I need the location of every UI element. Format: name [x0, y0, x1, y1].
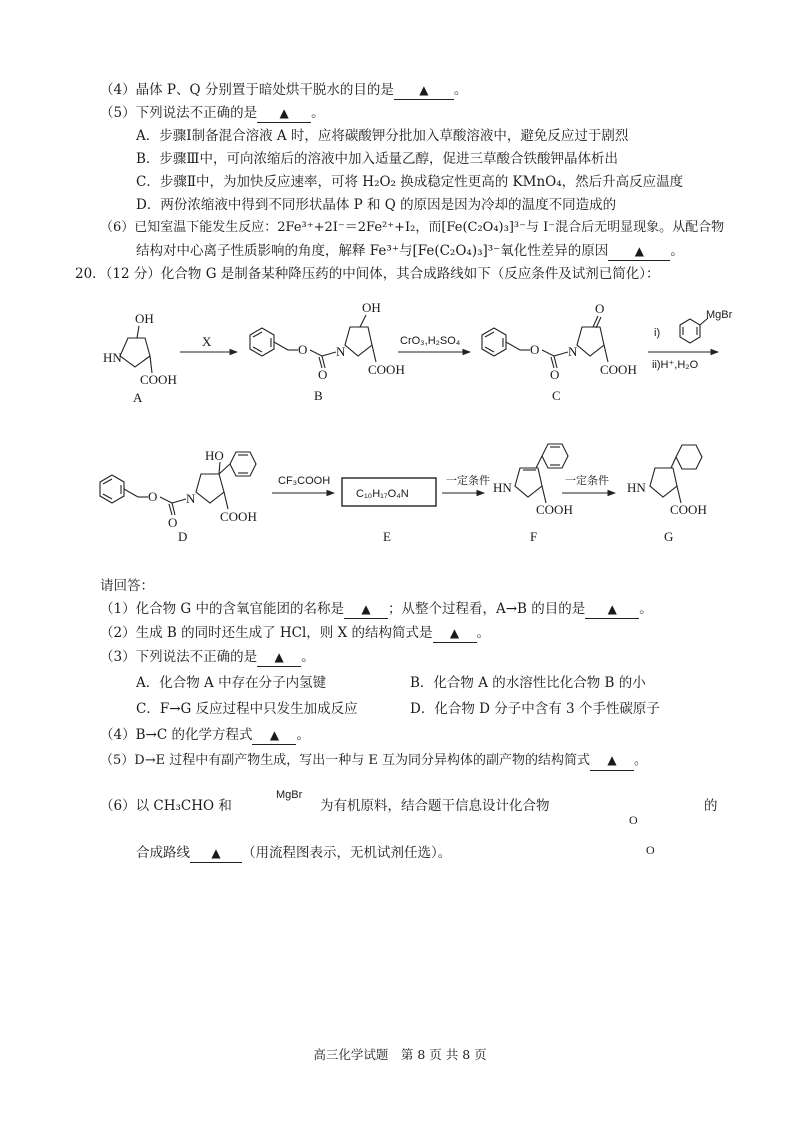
q19-option-a: A．步骤Ⅰ制备混合溶液 A 时，应将碳酸钾分批加入草酸溶液中，避免反应过于剧烈 [136, 128, 629, 144]
label-a: A [133, 390, 143, 405]
label-g: G [664, 529, 674, 544]
q20-item-4: （4）B→C 的化学方程式 ▲ 。 [100, 727, 310, 743]
q19-option-d: D．两份浓缩液中得到不同形状晶体 P 和 Q 的原因是因为冷却的温度不同造成的 [136, 197, 617, 213]
q19-option-b: B．步骤Ⅲ中，可向浓缩后的溶液中加入适量乙醇，促进三草酸合铁酸钾晶体析出 [136, 151, 618, 167]
label-e: E [383, 529, 391, 544]
condition-1: 一定条件 [446, 475, 490, 487]
reagent-step-ii: ii)H⁺,H₂O [652, 359, 699, 371]
q20-option-c: C．F→G 反应过程中只发生加成反应 [136, 701, 358, 717]
label-f: F [530, 529, 538, 544]
label-b: B [314, 388, 323, 403]
q20-option-b: B．化合物 A 的水溶性比化合物 B 的小 [410, 675, 646, 691]
answer-blank[interactable]: ▲ [190, 844, 242, 863]
atom-cooh-g: COOH [670, 502, 707, 517]
atom-n-d: N [186, 491, 196, 506]
answer-blank[interactable]: ▲ [585, 600, 639, 619]
q20-item-3: （3）下列说法不正确的是 ▲ 。 [100, 649, 315, 665]
compound-b-structure [250, 315, 376, 368]
synthesis-scheme [0, 0, 800, 560]
svg-text:O: O [646, 843, 655, 857]
q19-item-6-line2: 结构对中心离子性质影响的角度，解释 Fe³⁺与[Fe(C₂O₄)₃]³⁻氧化性差异的原因 ▲ 。 [136, 243, 684, 259]
q19-option-c: C．步骤Ⅱ中，为加快反应速率，可将 H₂O₂ 换成稳定性更高的 KMnO₄，然后升高反应温度 [136, 174, 684, 190]
answer-blank[interactable]: ▲ [590, 751, 634, 771]
q20-item-6-start: （6）以 CH₃CHO 和 [100, 798, 232, 814]
q20-ask: 请回答： [100, 578, 154, 594]
answer-blank[interactable]: ▲ [344, 600, 388, 619]
answer-blank[interactable]: ▲ [433, 624, 477, 643]
q20-item-1: （1）化合物 G 中的含氧官能团的名称是 ▲ ；从整个过程看，A→B 的目的是 ▲ 。 [100, 601, 653, 617]
reagent-cro3: CrO₃,H₂SO₄ [400, 335, 461, 347]
compound-g-structure [650, 445, 702, 503]
condition-2: 一定条件 [565, 475, 609, 487]
label-c: C [552, 388, 561, 403]
atom-cooh-b: COOH [368, 362, 405, 377]
atom-ho-d: HO [205, 448, 224, 463]
atom-o-d: O [148, 489, 158, 504]
atom-o-ketone-c: O [595, 301, 605, 316]
atom-o-b: O [298, 342, 308, 357]
answer-blank[interactable]: ▲ [257, 648, 301, 667]
atom-oh-a: OH [135, 311, 154, 326]
atom-o-c: O [530, 342, 540, 357]
answer-blank[interactable]: ▲ [257, 104, 311, 123]
q20-option-a: A．化合物 A 中存在分子内氢键 [136, 675, 327, 691]
atom-cooh-a: COOH [140, 372, 177, 387]
atom-oh-b: OH [362, 300, 381, 315]
q20-item-2: （2）生成 B 的同时还生成了 HCl，则 X 的结构简式是 ▲ 。 [100, 625, 490, 641]
reagent-mgbr: MgBr [706, 309, 733, 321]
atom-hn-a: HN [103, 350, 122, 365]
compound-c-structure [482, 316, 608, 368]
phenyl-mgbr-reagent-1 [680, 318, 708, 343]
atom-hn-f: HN [493, 480, 512, 495]
ester-o-label-q6 [628, 812, 640, 828]
answer-blank[interactable]: ▲ [252, 726, 296, 745]
q20-item-6-de: 的 [704, 798, 718, 814]
atom-o-carbonyl-d: O [168, 515, 178, 530]
reagent-step-i: i) [654, 327, 661, 339]
carbonyl-o-label-q6 [645, 842, 657, 858]
atom-cooh-c: COOH [600, 362, 637, 377]
phenyl-mgbr-label-q6 [276, 786, 320, 804]
q19-item-5: （5）下列说法不正确的是 ▲ 。 [100, 105, 325, 121]
q20-option-d: D．化合物 D 分子中含有 3 个手性碳原子 [410, 701, 660, 717]
compound-f-structure [515, 444, 568, 503]
q20-item-5: （5）D→E 过程中有副产物生成，写出一种与 E 互为同分异构体的副产物的结构简式 ▲ 。 [100, 751, 647, 771]
reagent-x: X [202, 334, 212, 349]
atom-n-c: N [568, 344, 578, 359]
atom-n-b: N [336, 344, 346, 359]
q19-item-6-line1: （6）已知室温下能发生反应：2Fe³⁺+2I⁻＝2Fe²⁺+I₂，而[Fe(C₂O₄)₃]³⁻与 I⁻混合后无明显现象。从配合物 [100, 220, 725, 235]
atom-cooh-d: COOH [220, 509, 257, 524]
formula-e: C₁₀H₁₇O₄N [356, 488, 409, 500]
q20-header: 20．（12 分）化合物 G 是制备某种降压药的中间体，其合成路线如下（反应条件及试剂已简化）： [75, 266, 660, 282]
atom-o-carbonyl-b: O [318, 367, 328, 382]
q19-item-4: （4）晶体 P、Q 分别置于暗处烘干脱水的目的是 ▲ 。 [100, 82, 468, 98]
reagent-cf3cooh: CF₃COOH [278, 475, 331, 487]
atom-hn-g: HN [627, 480, 646, 495]
q20-item-6-mid: 为有机原料，结合题干信息设计化合物 [320, 798, 550, 814]
compound-a-structure [120, 326, 152, 373]
label-d: D [178, 529, 188, 544]
q20-item-6-route: 合成路线 ▲ （用流程图表示，无机试剂任选）。 [136, 845, 452, 861]
svg-text:MgBr: MgBr [276, 789, 303, 801]
atom-cooh-f: COOH [536, 502, 573, 517]
answer-blank[interactable]: ▲ [394, 81, 454, 100]
page-footer: 高三化学试题 第 8 页 共 8 页 [313, 1047, 487, 1062]
atom-o-carbonyl-c: O [550, 367, 560, 382]
svg-text:O: O [629, 813, 638, 827]
compound-d-structure [100, 452, 256, 515]
answer-blank[interactable]: ▲ [608, 242, 670, 261]
